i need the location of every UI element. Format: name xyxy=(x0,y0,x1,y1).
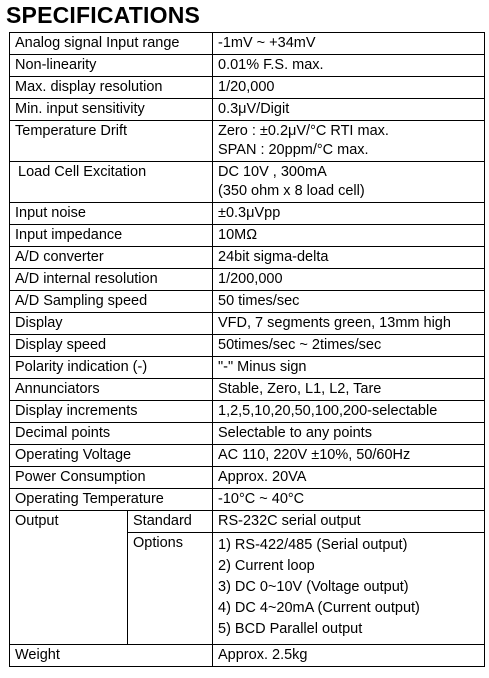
table-row xyxy=(10,162,485,203)
table-row xyxy=(10,77,485,99)
output-standard-value: RS-232C serial output xyxy=(213,511,485,533)
spec-value: Approx. 2.5kg xyxy=(213,645,485,667)
spec-label: Non-linearity xyxy=(10,55,213,77)
table-row xyxy=(10,445,485,467)
spec-label: Weight xyxy=(10,645,213,667)
spec-value: 1/20,000 xyxy=(213,77,485,99)
table-row xyxy=(10,489,485,511)
spec-label: Display speed xyxy=(10,335,213,357)
spec-value: 1,2,5,10,20,50,100,200-selectable xyxy=(213,401,485,423)
spec-value: 24bit sigma-delta xyxy=(213,247,485,269)
spec-value: Selectable to any points xyxy=(213,423,485,445)
output-standard-label: Standard xyxy=(128,511,213,533)
table-row xyxy=(10,511,485,533)
output-option: 5) BCD Parallel output xyxy=(218,621,363,637)
spec-value: Stable, Zero, L1, L2, Tare xyxy=(213,379,485,401)
spec-label: A/D Sampling speed xyxy=(10,291,213,313)
spec-value: -10°C ~ 40°C xyxy=(213,489,485,511)
table-row xyxy=(10,335,485,357)
table-row xyxy=(10,291,485,313)
spec-value: 50times/sec ~ 2times/sec xyxy=(213,335,485,357)
table-row xyxy=(10,121,485,162)
spec-value: AC 110, 220V ±10%, 50/60Hz xyxy=(213,445,485,467)
spec-label: Min. input sensitivity xyxy=(10,99,213,121)
spec-value: "-" Minus sign xyxy=(213,357,485,379)
spec-label: Input impedance xyxy=(10,225,213,247)
spec-label: Display increments xyxy=(10,401,213,423)
spec-value-line: (350 ohm x 8 load cell) xyxy=(218,183,365,199)
spec-label: Power Consumption xyxy=(10,467,213,489)
table-row xyxy=(10,645,485,667)
spec-label: Display xyxy=(10,313,213,335)
output-options-list xyxy=(213,533,485,645)
spec-value-line: SPAN : 20ppm/°C max. xyxy=(218,142,369,158)
table-row xyxy=(10,99,485,121)
table-row xyxy=(10,55,485,77)
spec-value xyxy=(213,121,485,162)
table-row xyxy=(10,247,485,269)
table-row xyxy=(10,269,485,291)
spec-value: 1/200,000 xyxy=(213,269,485,291)
spec-label: Annunciators xyxy=(10,379,213,401)
spec-value: 50 times/sec xyxy=(213,291,485,313)
output-options-label: Options xyxy=(128,533,213,645)
spec-label: A/D internal resolution xyxy=(10,269,213,291)
table-row xyxy=(10,467,485,489)
output-option: 3) DC 0~10V (Voltage output) xyxy=(218,579,409,595)
table-row xyxy=(10,423,485,445)
spec-label: Input noise xyxy=(10,203,213,225)
output-option: 2) Current loop xyxy=(218,558,315,574)
spec-value: VFD, 7 segments green, 13mm high xyxy=(213,313,485,335)
table-row xyxy=(10,379,485,401)
spec-value: 10MΩ xyxy=(213,225,485,247)
table-row xyxy=(10,401,485,423)
spec-label: Operating Voltage xyxy=(10,445,213,467)
spec-label: Polarity indication (-) xyxy=(10,357,213,379)
spec-label: Analog signal Input range xyxy=(10,33,213,55)
spec-value: -1mV ~ +34mV xyxy=(213,33,485,55)
spec-label xyxy=(10,162,213,203)
spec-value: ±0.3μVpp xyxy=(213,203,485,225)
spec-value xyxy=(213,162,485,203)
spec-value: 0.3μV/Digit xyxy=(213,99,485,121)
specifications-table xyxy=(9,32,485,667)
output-label: Output xyxy=(10,511,128,645)
table-row xyxy=(10,313,485,335)
table-row xyxy=(10,33,485,55)
spec-value-line: Zero : ±0.2μV/°C RTI max. xyxy=(218,123,389,139)
spec-value: Approx. 20VA xyxy=(213,467,485,489)
spec-value-line: DC 10V , 300mA xyxy=(218,164,327,180)
table-row xyxy=(10,225,485,247)
spec-label: Decimal points xyxy=(10,423,213,445)
table-row xyxy=(10,357,485,379)
spec-label-text: Load Cell Excitation xyxy=(18,164,147,180)
spec-label: A/D converter xyxy=(10,247,213,269)
output-option: 1) RS-422/485 (Serial output) xyxy=(218,537,408,553)
spec-label: Temperature Drift xyxy=(10,121,213,162)
spec-label: Max. display resolution xyxy=(10,77,213,99)
table-row xyxy=(10,203,485,225)
output-option: 4) DC 4~20mA (Current output) xyxy=(218,600,420,616)
spec-label: Operating Temperature xyxy=(10,489,213,511)
spec-value: 0.01% F.S. max. xyxy=(213,55,485,77)
page-title: SPECIFICATIONS xyxy=(6,2,201,28)
